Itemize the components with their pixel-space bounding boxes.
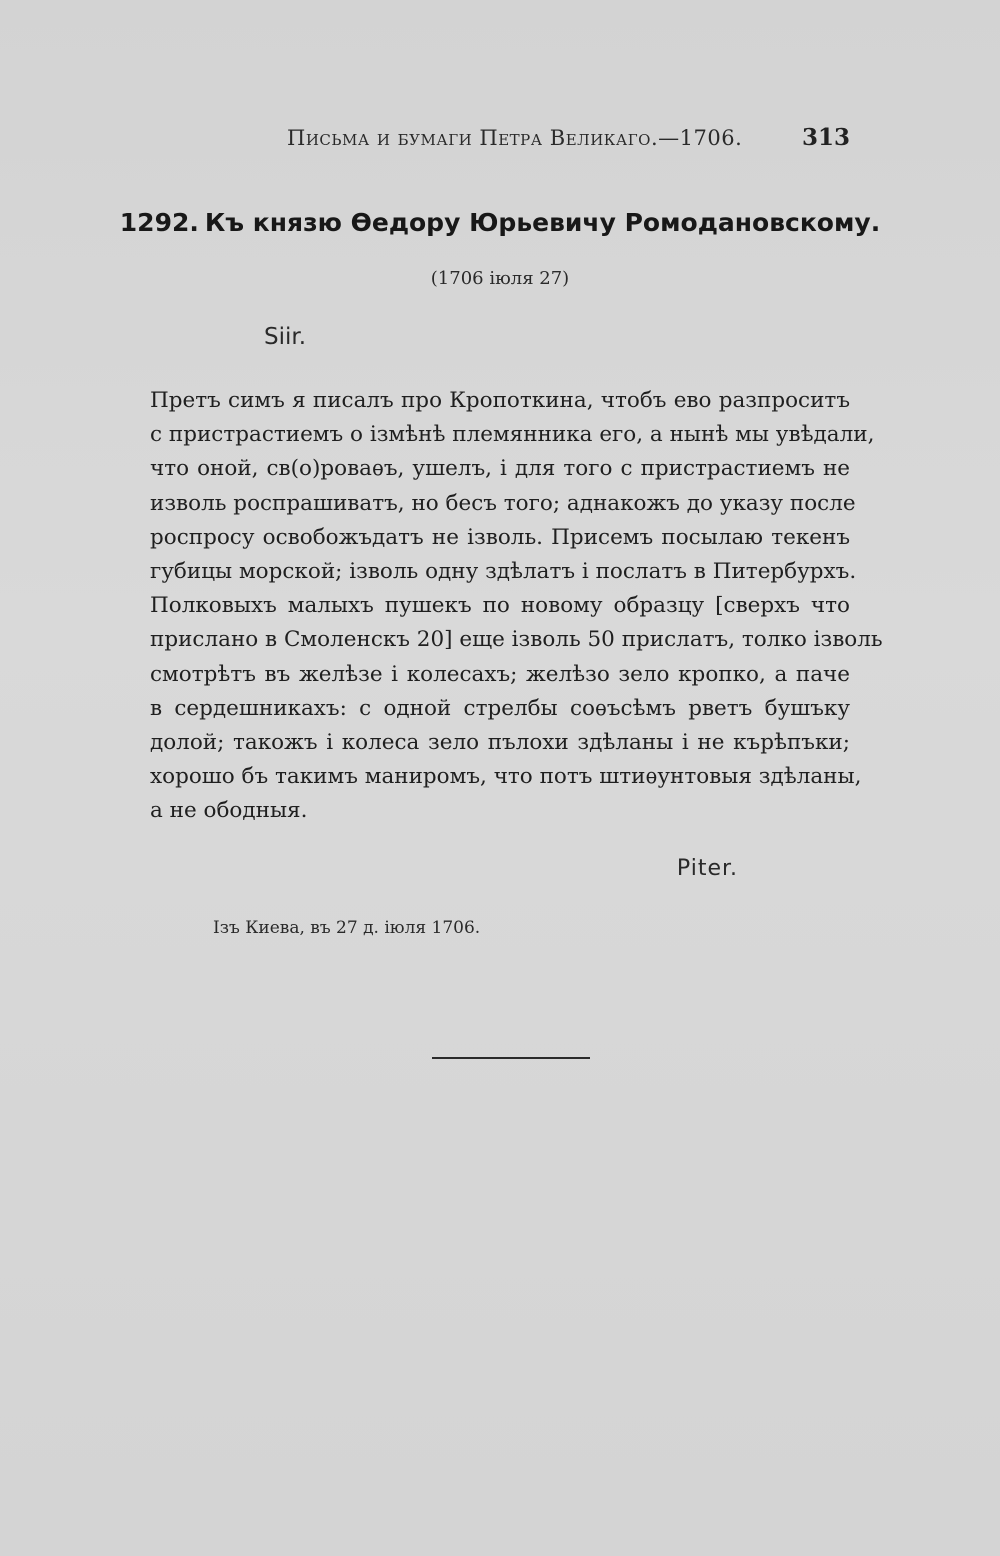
salutation: Siir. [264,324,307,350]
body-line: хорошо бъ такимъ маниромъ, что потъ штиѳунтовыя здѣланы, [150,764,862,790]
place-date: Ізъ Киева, въ 27 д. іюля 1706. [213,918,481,938]
end-rule [432,1057,590,1059]
body-line: смотрѣтъ въ желѣзе і колесахъ; желѣзо зело кропко, а паче [150,661,850,687]
body-line: что оной, св(о)роваѳъ, ушелъ, і для того с пристрастиемъ не [150,456,850,482]
body-line: Полковыхъ малыхъ пушекъ по новому образцу [сверхъ что [150,593,850,619]
letter-title: Къ князю Өедору Юрьевичу Ромодановскому. [204,208,881,237]
page-number: 313 [801,124,850,151]
letter-heading [0,208,1000,237]
body-line: с пристрастиемъ о ізмѣнѣ племянника его, а нынѣ мы увѣдали, [150,422,875,448]
body-line: изволь роспрашиватъ, но бесъ того; аднакожъ до указу после [150,490,856,516]
body-line: долой; такожъ і колеса зело пълохи здѣланы і не кърѣпъки; [150,729,850,755]
letter-date: (1706 іюля 27) [430,268,570,289]
body-line: а не ободныя. [150,798,308,824]
body-line: прислано в Смоленскъ 20] еще ізволь 50 прислатъ, толко ізволь [150,627,883,653]
running-title: Письма и бумаги Петра Великаго.—1706. [287,126,743,150]
body-line: губицы морской; ізволь одну здѣлатъ і послатъ в Питербурхъ. [150,558,857,584]
letter-body [150,384,883,828]
body-line: в сердешникахъ: с одной стрелбы соѳъсѣмъ рветъ бушъку [150,695,850,721]
signature: Piter. [676,856,738,881]
body-line: роспросу освобожъдатъ не ізволь. Присемъ посылаю текенъ [150,524,850,550]
letter-number: 1292. [119,208,199,237]
body-line: Претъ симъ я писалъ про Кропоткина, чтобъ ево разпроситъ [150,388,850,413]
running-head [150,126,850,160]
